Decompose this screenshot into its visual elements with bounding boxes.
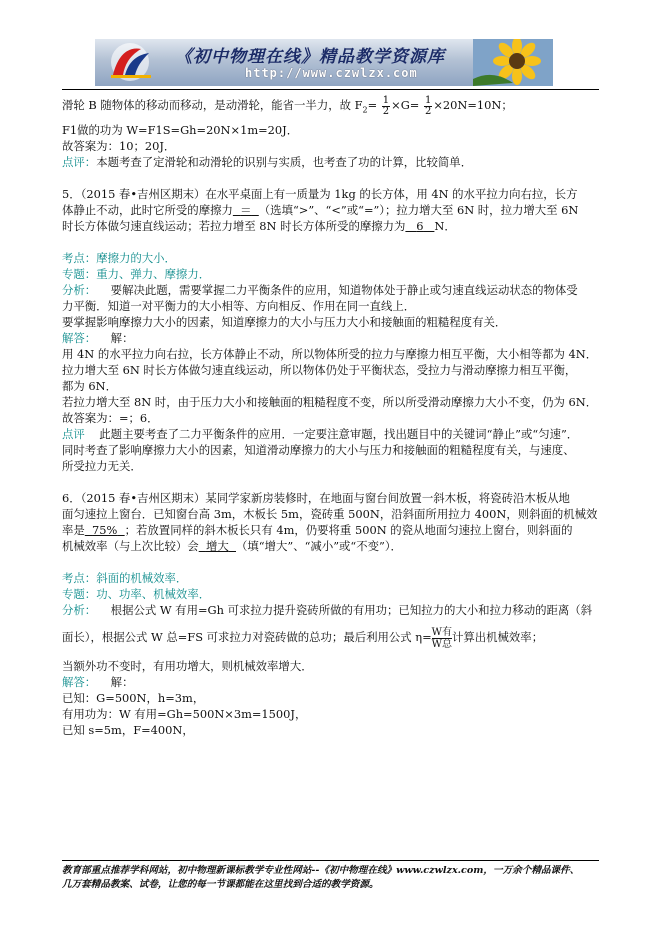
solution-line: 故答案为：=；6． xyxy=(62,411,159,425)
solution-line: 用 4N 的水平拉力向右拉，长方体静止不动，所以物体所受的拉力与摩擦力相互平衡，大小相等都为 4N． xyxy=(62,347,598,361)
footer-line: 教育部重点推荐学科网站，初中物理新课标教学专业性网站--《初中物理在线》www.czwlzx.com，一万余个精品课件、 xyxy=(62,865,580,876)
site-logo-icon xyxy=(101,41,159,84)
knowledge-point: 考点：斜面的机械效率． xyxy=(62,571,188,585)
header-banner xyxy=(95,39,553,86)
comment-line: 点评 此题主要考查了二力平衡条件的应用．一定要注意审题，找出题目中的关键词“静止”或“匀速”． xyxy=(62,427,579,441)
banner-url: http://www.czwlzx.com xyxy=(245,66,418,80)
analysis-line: 当额外功不变时，有用功增大，则机械效率增大． xyxy=(62,659,313,673)
answer-blank: 增大 xyxy=(205,539,229,553)
topic-line: 专题：重力、弹力、摩擦力． xyxy=(62,267,211,281)
question-5-line: 时长方体做匀速直线运动；若拉力增至 8N 时长方体所受的摩擦力为 6 N． xyxy=(62,219,456,233)
solution-line: 都为 6N． xyxy=(62,379,118,393)
question-6-line: 6．（2015 春•吉州区期末）某同学家新房装修时，在地面与窗台间放置一斜木板，将瓷砖沿木板从地 xyxy=(62,491,570,505)
solution-line: 若拉力增大至 8N 时，由于压力大小和接触面的粗糙程度不变，所以所受滑动摩擦力大小不变，仍为 6N． xyxy=(62,395,598,409)
banner-title: 《初中物理在线》精品教学资源库 xyxy=(175,47,445,67)
text-line: 滑轮 B 随物体的移动而移动，是动滑轮，能省一半力，故 $F_2=$ $\frac{1}{2}$ ×G= $\frac{1}{2}$ ×20N=10N； xyxy=(62,94,513,117)
solution-line: 解答： 解： xyxy=(62,331,134,345)
analysis-line: 要掌握影响摩擦力大小的因素，知道摩擦力的大小与压力大小和接触面的粗糙程度有关． xyxy=(62,315,507,329)
solution-line: 已知：G=500N，h=3m， xyxy=(62,691,205,705)
sunflower-icon xyxy=(473,39,553,86)
comment-line: 点评：本题考查了定滑轮和动滑轮的识别与实质，也考查了功的计算，比较简单． xyxy=(62,155,473,169)
question-5-line: 5．（2015 春•吉州区期末）在水平桌面上有一质量为 1kg 的长方体，用 4N 的水平拉力向右拉，长方 xyxy=(62,187,578,201)
answer-blank: 75% xyxy=(92,523,118,537)
solution-line: 解答： 解： xyxy=(62,675,134,689)
answer-blank: 6 xyxy=(416,219,424,233)
answer-blank: ＝ xyxy=(240,203,252,217)
solution-line: 有用功为：W 有用=Gh=500N×3m=1500J， xyxy=(62,707,307,721)
solution-line: 已知 s=5m，F=400N， xyxy=(62,723,194,737)
topic-line: 专题：功、功率、机械效率． xyxy=(62,587,211,601)
knowledge-point: 考点：摩擦力的大小． xyxy=(62,251,176,265)
question-6-line: 面匀速拉上窗台．已知窗台高 3m，木板长 5m，瓷砖重 500N，沿斜面所用拉力 400N，则斜面的机械效 xyxy=(62,507,598,521)
footer-line: 几万套精品教案、试卷，让您的每一节课都能在这里找到合适的教学资源。 xyxy=(62,879,379,890)
text-line: 故答案为：10；20J． xyxy=(62,139,176,153)
page-footer xyxy=(62,864,602,892)
fraction: $\frac{1}{2}$ xyxy=(424,94,432,117)
footer-divider xyxy=(62,860,599,861)
analysis-line: 面长），根据公式 W 总=FS 可求拉力对瓷砖做的总功；最后利用公式 η= W有 W总 计算出机械效率； xyxy=(62,626,544,650)
document-body xyxy=(62,94,602,738)
text-line: F1做的功为 W=F1S=Gh=20N×1m=20J． xyxy=(62,123,299,137)
question-5-line: 体静止不动，此时它所受的摩擦力 ＝ （选填“>”、“<”或“=”）；拉力增大至 6N 时，拉力增大至 6N xyxy=(62,203,579,217)
comment-line: 所受拉力无关． xyxy=(62,459,142,473)
solution-line: 拉力增大至 6N 时长方体做匀速直线运动，所以物体仍处于平衡状态，受拉力与滑动摩擦力相互平衡， xyxy=(62,363,577,377)
header-divider xyxy=(62,89,599,90)
analysis-line: 分析： 根据公式 W 有用=Gh 可求拉力提升瓷砖所做的有用功；已知拉力的大小和拉力移动的距离（斜 xyxy=(62,603,593,617)
fraction: $\frac{1}{2}$ xyxy=(382,94,390,117)
question-6-line: 率是 75% ；若放置同样的斜木板长只有 4m，仍要将重 500N 的瓷从地面匀速拉上窗台，则斜面的 xyxy=(62,523,573,537)
comment-line: 同时考查了影响摩擦力大小的因素，知道滑动摩擦力的大小与压力和接触面的粗糙程度有关，与速度、 xyxy=(62,443,575,457)
question-6-line: 机械效率（与上次比较）会 增大 （填“增大”、“减小”或“不变”）． xyxy=(62,539,402,553)
analysis-line: 力平衡．知道一对平衡力的大小相等、方向相反、作用在同一直线上． xyxy=(62,299,416,313)
efficiency-fraction: W有 W总 xyxy=(431,626,452,650)
analysis-line: 分析： 要解决此题，需要掌握二力平衡条件的应用，知道物体处于静止或匀速直线运动状态的物体受 xyxy=(62,283,578,297)
